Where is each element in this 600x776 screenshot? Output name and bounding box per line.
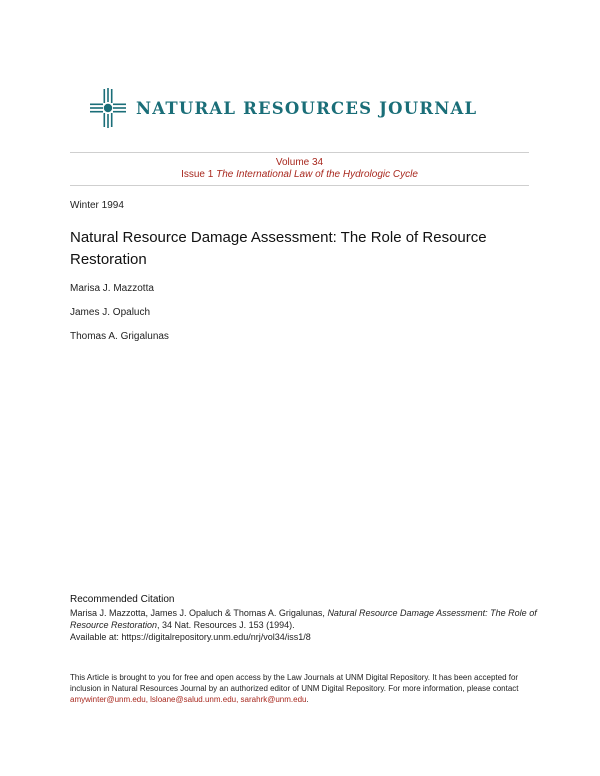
author-name: Marisa J. Mazzotta xyxy=(70,283,154,294)
divider-top xyxy=(70,152,529,153)
issue-info xyxy=(70,157,529,181)
citation-text xyxy=(70,607,540,631)
article-title: Natural Resource Damage Assessment: The Role of Resource Restoration xyxy=(70,229,487,268)
journal-logo[interactable] xyxy=(90,88,477,128)
notice-text: This Article is brought to you for free and open access by the Law Journals at UNM Digital Repository. It has been accepted for inclusion in Natural Resources Journal by an authorized editor of UNM Digital Repository. For more information, please contact xyxy=(70,673,519,693)
volume-link[interactable]: Volume 34 xyxy=(275,157,324,168)
notice-end: . xyxy=(306,695,309,704)
citation-heading: Recommended Citation xyxy=(70,594,175,605)
issue-number: Issue 1 xyxy=(181,169,214,180)
author-name: James J. Opaluch xyxy=(70,307,151,318)
access-notice xyxy=(70,672,540,705)
journal-name: NATURAL RESOURCES JOURNAL xyxy=(136,98,478,118)
author-name: Thomas A. Grigalunas xyxy=(70,331,169,342)
recommended-citation xyxy=(70,593,540,643)
zia-sun-symbol-icon xyxy=(90,88,126,128)
citation-article-title: Natural Resource Damage Assessment: The Role of Resource Restoration xyxy=(70,608,537,630)
divider-bottom xyxy=(70,185,529,186)
contact-emails[interactable]: amywinter@unm.edu, lsloane@salud.unm.edu, sarahrk@unm.edu xyxy=(70,695,307,704)
citation-source: , 34 Nat. Resources J. 153 (1994). xyxy=(157,620,295,630)
issue-link[interactable] xyxy=(70,169,529,181)
citation-authors: Marisa J. Mazzotta, James J. Opaluch & Thomas A. Grigalunas, xyxy=(70,608,328,618)
publication-date: Winter 1994 xyxy=(70,200,124,211)
citation-available-url[interactable]: Available at: https://digitalrepository.unm.edu/nrj/vol34/iss1/8 xyxy=(70,632,311,642)
issue-title: The International Law of the Hydrologic Cycle xyxy=(216,169,418,180)
